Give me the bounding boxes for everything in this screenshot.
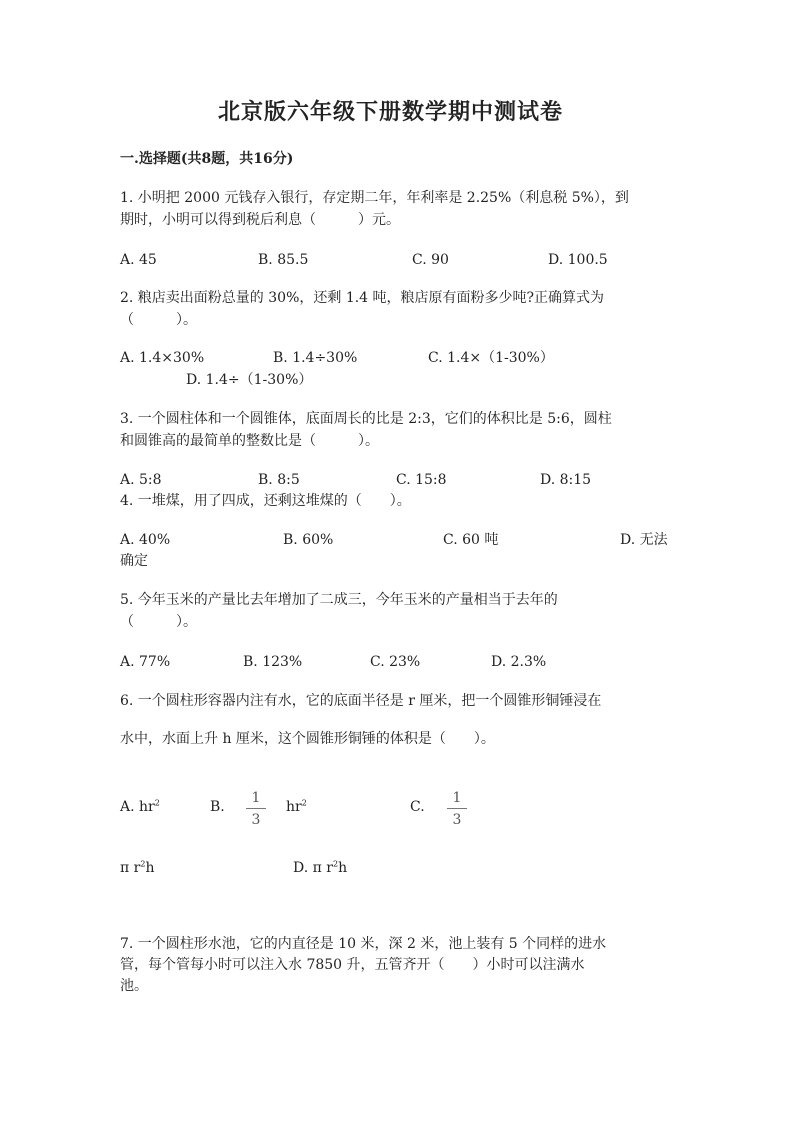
question-1-option-d: D. 100.5 (548, 252, 608, 268)
question-3-line-2: 和圆锥高的最简单的整数比是（ ）。 (120, 433, 379, 449)
option-b-exponent: 2 (301, 798, 307, 808)
question-2-option-a: A. 1.4×30% (120, 350, 205, 366)
question-1-line-1: 1. 小明把 2000 元钱存入银行，存定期二年，年利率是 2.25%（利息税 5%），到 (120, 190, 629, 206)
question-5-option-d: D. 2.3% (491, 654, 547, 670)
question-2-line-2: （ ）。 (120, 312, 197, 328)
section-heading: 一.选择题(共8题，共16分) (120, 151, 294, 167)
question-4-option-b: B. 60% (283, 532, 334, 548)
question-4-option-d: D. 无法 (620, 532, 668, 548)
question-6-option-c-label: C. (410, 799, 425, 815)
question-6-option-c-continued (120, 859, 154, 877)
question-1-option-b: B. 85.5 (258, 252, 309, 268)
fraction-numerator: 1 (251, 790, 261, 806)
question-2-option-b: B. 1.4÷30% (273, 350, 358, 366)
question-1-line-2: 期时，小明可以得到税后利息（ ）元。 (120, 212, 400, 228)
question-6-line-1: 6. 一个圆柱形容器内注有水，它的底面半径是 r 厘米，把一个圆锥形铜锤浸在 (120, 693, 602, 709)
question-6-option-c-fraction (447, 789, 467, 829)
fraction-denominator: 3 (452, 812, 462, 828)
question-3-option-a: A. 5:8 (120, 472, 162, 488)
question-2-line-1: 2. 粮店卖出面粉总量的 30%，还剩 1.4 吨，粮店原有面粉多少吨?正确算式为 (120, 290, 605, 306)
question-7-line-3: 池。 (120, 978, 148, 994)
option-c-tail: h (145, 860, 155, 876)
question-4-option-d-wrap: 确定 (120, 553, 148, 569)
question-6-option-d (293, 859, 347, 877)
question-5-option-c: C. 23% (370, 654, 421, 670)
question-5-option-b: B. 123% (243, 654, 303, 670)
question-3-option-b: B. 8:5 (258, 472, 300, 488)
question-4-option-a: A. 40% (120, 532, 171, 548)
question-6-option-b-text (286, 798, 307, 816)
option-c-exponent: 2 (140, 859, 146, 869)
option-a-text: A. hr (120, 799, 155, 815)
question-7-line-2: 管，每个管每小时可以注入水 7850 升，五管齐开（ ）小时可以注满水 (120, 957, 585, 973)
question-2-option-c: C. 1.4×（1-30%） (428, 350, 554, 366)
option-a-exponent: 2 (154, 798, 160, 808)
question-4-line-1: 4. 一堆煤，用了四成，还剩这堆煤的（ ）。 (120, 493, 411, 509)
question-5-option-a: A. 77% (120, 654, 171, 670)
option-d-tail: h (338, 860, 348, 876)
option-c-text: π r (120, 860, 141, 876)
question-1-option-a: A. 45 (120, 252, 157, 268)
option-b-text: hr (286, 799, 302, 815)
question-1-option-c: C. 90 (412, 252, 449, 268)
fraction-numerator: 1 (452, 790, 462, 806)
fraction-bar (447, 808, 467, 809)
question-3-option-d: D. 8:15 (540, 472, 592, 488)
question-5-line-1: 5. 今年玉米的产量比去年增加了二成三，今年玉米的产量相当于去年的 (120, 592, 558, 608)
question-6-option-b-fraction (246, 789, 266, 829)
question-5-line-2: （ ）。 (120, 614, 197, 630)
exam-title: 北京版六年级下册数学期中测试卷 (218, 99, 564, 125)
fraction-denominator: 3 (251, 812, 261, 828)
question-3-option-c: C. 15:8 (396, 472, 447, 488)
question-6-option-a (120, 798, 160, 816)
option-d-text: D. π r (293, 860, 333, 876)
question-6-line-2: 水中，水面上升 h 厘米，这个圆锥形铜锤的体积是（ ）。 (120, 731, 495, 747)
question-3-line-1: 3. 一个圆柱体和一个圆锥体，底面周长的比是 2:3，它们的体积比是 5:6，圆柱 (120, 411, 612, 427)
question-2-option-d: D. 1.4÷（1-30%） (186, 372, 313, 388)
fraction-bar (246, 808, 266, 809)
question-6-option-b-label: B. (210, 799, 225, 815)
question-4-option-c: C. 60 吨 (443, 532, 499, 548)
option-d-exponent: 2 (332, 859, 339, 869)
question-7-line-1: 7. 一个圆柱形水池，它的内直径是 10 米，深 2 米，池上装有 5 个同样的进水 (120, 936, 607, 952)
